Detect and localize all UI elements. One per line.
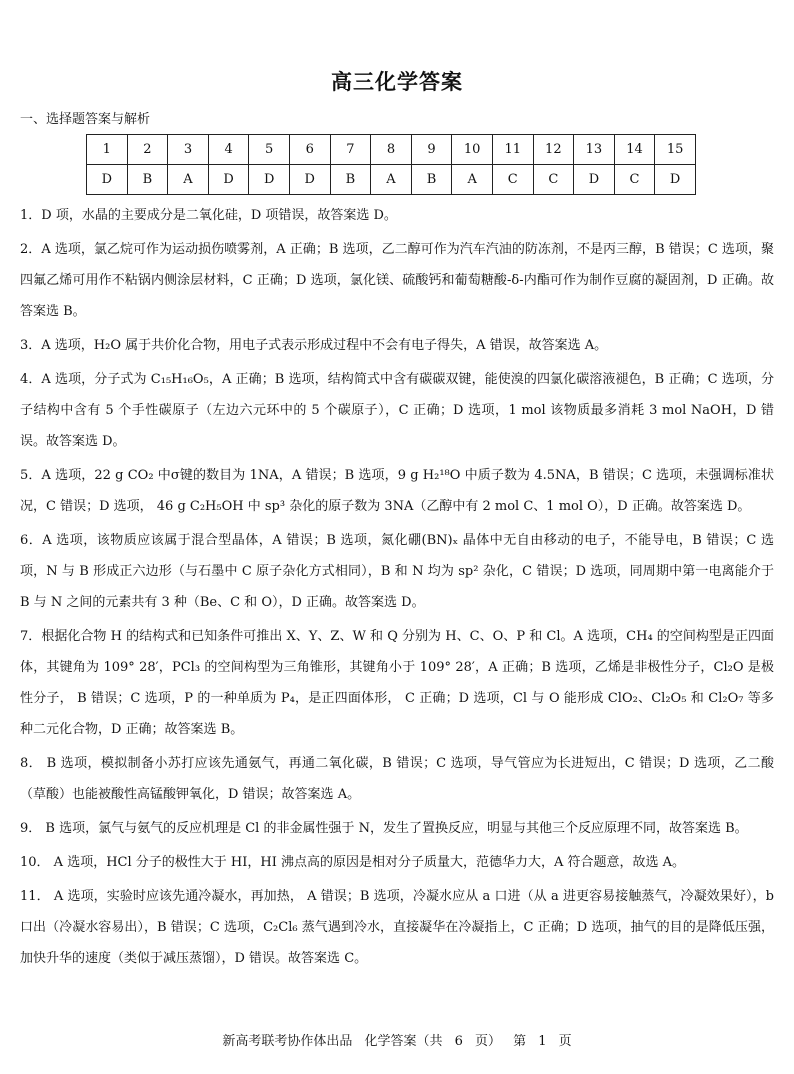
answer-cell: D	[249, 165, 290, 195]
explanation-4: 4．A 选项，分子式为 C₁₅H₁₆O₅，A 正确；B 选项，结构简式中含有碳碳双键，能使溴的四氯化碳溶液褪色，B 正确；C 选项，分子结构中含有 5 个手性碳原子（左边六元环中的 5 个碳原子），C 正确；D 选项，1 mol 该物质最多消耗 3 mol NaOH，D 错误。故答案选 D。	[20, 372, 774, 449]
answer-cell: C	[533, 165, 574, 195]
question-number: 12	[533, 135, 574, 165]
explanation-6: 6．A 选项，该物质应该属于混合型晶体，A 错误；B 选项，氮化硼(BN)ₓ 晶体中无自由移动的电子，不能导电，B 错误；C 选项，N 与 B 形成正六边形（与石墨中 C 原子杂化方式相同），B 和 N 均为 sp² 杂化，C 错误；D 选项，同周期中第一电离能介于 B 与 N 之间的元素共有 3 种（Be、C 和 O），D 正确。故答案选 D。	[20, 533, 774, 610]
answer-cell: B	[411, 165, 452, 195]
explanation-3: 3．A 选项，H₂O 属于共价化合物，用电子式表示形成过程中不会有电子得失，A 错误，故答案选 A。	[20, 338, 608, 353]
answer-cell: A	[452, 165, 493, 195]
question-number: 9	[411, 135, 452, 165]
question-number: 15	[655, 135, 696, 165]
question-number: 3	[168, 135, 209, 165]
answer-cell: B	[330, 165, 371, 195]
explanation-8: 8． B 选项，模拟制备小苏打应该先通氨气，再通二氧化碳，B 错误；C 选项，导气管应为长进短出，C 错误；D 选项，乙二酸（草酸）也能被酸性高锰酸钾氧化，D 错误；故答案选 A。	[20, 756, 774, 802]
answer-cell: D	[574, 165, 615, 195]
answer-cell: B	[127, 165, 168, 195]
explanation-1: 1．D 项，水晶的主要成分是二氧化硅，D 项错误，故答案选 D。	[20, 208, 397, 223]
explanation-11: 11． A 选项，实验时应该先通冷凝水，再加热， A 错误；B 选项，冷凝水应从 a 口进（从 a 进更容易接触蒸气，冷凝效果好），b 口出（冷凝水容易出），B 错误；C 选项，C₂Cl₆ 蒸气遇到冷水，直接凝华在冷凝指上，C 正确；D 选项，抽气的目的是降低压强，加快升华的速度（类似于减压蒸馏），D 错误。故答案选 C。	[20, 889, 774, 966]
answer-row	[87, 165, 696, 195]
question-number: 2	[127, 135, 168, 165]
question-number: 8	[371, 135, 412, 165]
answer-cell: D	[87, 165, 128, 195]
answer-cell: C	[492, 165, 533, 195]
section-heading: 一、选择题答案与解析	[20, 112, 151, 127]
answer-cell: D	[655, 165, 696, 195]
page-title: 高三化学答案	[331, 70, 463, 94]
explanation-10: 10． A 选项，HCl 分子的极性大于 HI，HI 沸点高的原因是相对分子质量大，范德华力大，A 符合题意，故选 A。	[20, 855, 686, 870]
answer-table	[86, 134, 696, 195]
question-number-row	[87, 135, 696, 165]
explanations	[20, 200, 774, 977]
answer-cell: C	[614, 165, 655, 195]
question-number: 1	[87, 135, 128, 165]
answer-cell: D	[208, 165, 249, 195]
question-number: 5	[249, 135, 290, 165]
explanation-7: 7．根据化合物 H 的结构式和已知条件可推出 X、Y、Z、W 和 Q 分别为 H、C、O、P 和 Cl。A 选项，CH₄ 的空间构型是正四面体，其键角为 109° 28′，PCl₃ 的空间构型为三角锥形，其键角小于 109° 28′，A 正确；B 选项，乙烯是非极性分子，Cl₂O 是极性分子， B 错误；C 选项，P 的一种单质为 P₄，是正四面体形， C 正确；D 选项，Cl 与 O 能形成 ClO₂、Cl₂O₅ 和 Cl₂O₇ 等多种二元化合物，D 正确；故答案选 B。	[20, 629, 774, 737]
question-number: 13	[574, 135, 615, 165]
answer-cell: D	[289, 165, 330, 195]
answer-cell: A	[371, 165, 412, 195]
explanation-5: 5．A 选项，22 g CO₂ 中σ键的数目为 1NA，A 错误；B 选项，9 g H₂¹⁸O 中质子数为 4.5NA，B 错误；C 选项，未强调标准状况，C 错误；D 选项， 46 g C₂H₅OH 中 sp³ 杂化的原子数为 3NA（乙醇中有 2 mol C、1 mol O），D 正确。故答案选 D。	[20, 468, 774, 514]
explanation-9: 9． B 选项，氯气与氨气的反应机理是 Cl 的非金属性强于 N，发生了置换反应，明显与其他三个反应原理不同，故答案选 B。	[20, 821, 748, 836]
question-number: 10	[452, 135, 493, 165]
explanation-2: 2．A 选项，氯乙烷可作为运动损伤喷雾剂，A 正确；B 选项，乙二醇可作为汽车汽油的防冻剂，不是丙三醇，B 错误；C 选项，聚四氟乙烯可用作不粘锅内侧涂层材料，C 正确；D 选项，氯化镁、硫酸钙和葡萄糖酸-δ-内酯可作为制作豆腐的凝固剂，D 正确。故答案选 B。	[20, 242, 774, 319]
question-number: 6	[289, 135, 330, 165]
question-number: 14	[614, 135, 655, 165]
question-number: 7	[330, 135, 371, 165]
page-footer: 新高考联考协作体出品 化学答案（共 6 页） 第 1 页	[222, 1034, 572, 1049]
answer-cell: A	[168, 165, 209, 195]
question-number: 11	[492, 135, 533, 165]
question-number: 4	[208, 135, 249, 165]
